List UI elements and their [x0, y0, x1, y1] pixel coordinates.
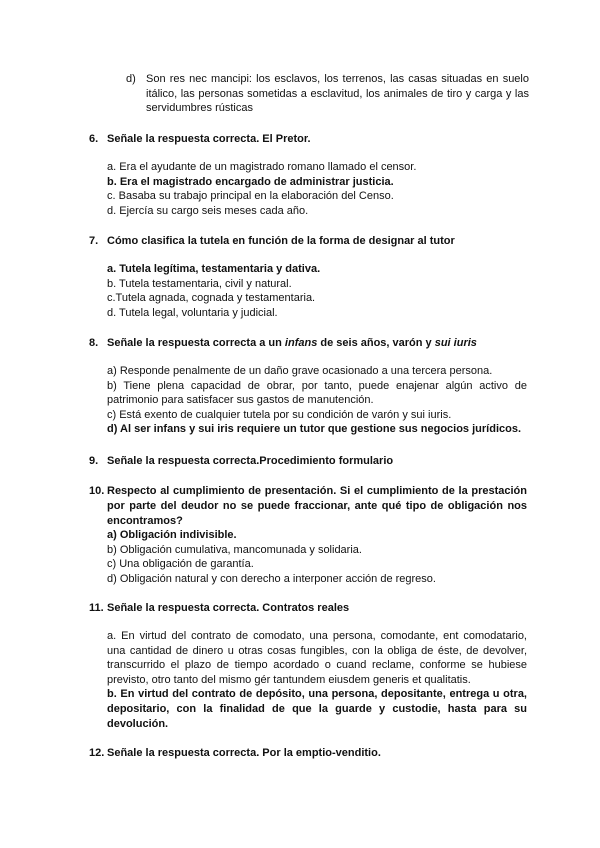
- answer-d: d. Ejercía su cargo seis meses cada año.: [107, 204, 309, 217]
- question-text: Señale la respuesta correcta a un infans de seis años, varón y sui iuris: [107, 337, 477, 349]
- list-item-text: Son res nec mancipi: los esclavos, los terrenos, las casas situadas en suelo itálico, las personas sometidas a esclavitud, los animales de tiro y carga y las servidumbres rústicas: [146, 73, 529, 115]
- question-text: Señale la respuesta correcta. Por la emptio-venditio.: [107, 747, 381, 759]
- question-number: 9.: [89, 455, 99, 467]
- answer-b: b) Obligación cumulativa, mancomunada y solidaria.: [107, 543, 362, 556]
- answers-7: [107, 262, 527, 320]
- question-number: 12.: [89, 747, 105, 759]
- list-item-label: d): [126, 73, 136, 85]
- answer-b-correct: b. Era el magistrado encargado de administrar justicia.: [107, 175, 394, 188]
- question-text: Señale la respuesta correcta.Procedimiento formulario: [107, 455, 394, 467]
- answer-d-correct: d) Al ser infans y sui iris requiere un tutor que gestione sus negocios jurídicos.: [107, 423, 522, 436]
- question-number: 6.: [89, 133, 99, 145]
- answers-8: [107, 364, 527, 437]
- italic-term: sui iuris: [434, 337, 477, 349]
- question-text: Señale la respuesta correcta. El Pretor.: [107, 133, 311, 145]
- question-number: 11.: [89, 602, 104, 614]
- question-text: Señale la respuesta correcta. Contratos reales: [107, 602, 350, 614]
- question-number: 8.: [89, 337, 99, 349]
- answer-a: a. Era el ayudante de un magistrado romano llamado el censor.: [107, 161, 417, 173]
- answers-10: [107, 528, 527, 586]
- answer-c: c) Una obligación de garantía.: [107, 558, 254, 571]
- question-number: 7.: [89, 235, 99, 247]
- answer-b-correct: b. En virtud del contrato de depósito, una persona, depositante, entrega u otra, depositario, con la finalidad de que la guarde y custodie, hasta para su devolución.: [107, 688, 527, 730]
- answer-c: c) Está exento de cualquier tutela por su condición de varón y sui iuris.: [107, 408, 452, 421]
- answers-6: [107, 160, 527, 218]
- answer-a: a) Responde penalmente de un daño grave ocasionado a una tercera persona.: [107, 365, 493, 377]
- answer-a: a. En virtud del contrato de comodato, una persona, comodante, ent comodatario, una cantidad de dinero u otras cosas fungibles, con la obliga de éste, de devolver, transcurrido el plazo de tiempo acordado o cuand reclame, conforme se hubiese previsto, otro tanto del mismo gér tantundem eiusdem generis et qualitatis.: [107, 630, 527, 686]
- answer-d: d. Tutela legal, voluntaria y judicial.: [107, 306, 278, 319]
- answer-d: d) Obligación natural y con derecho a interponer acción de regreso.: [107, 572, 436, 585]
- answer-c: c. Basaba su trabajo principal en la elaboración del Censo.: [107, 190, 394, 203]
- answers-11: [107, 629, 527, 731]
- answer-a-correct: a. Tutela legítima, testamentaria y dativa.: [107, 263, 321, 275]
- answer-c: c.Tutela agnada, cognada y testamentaria.: [107, 292, 316, 305]
- answer-b: b) Tiene plena capacidad de obrar, por tanto, puede enajenar algún activo de patrimonio para satisfacer sus gastos de manutención.: [107, 379, 527, 407]
- question-text: Cómo clasifica la tutela en función de la forma de designar al tutor: [107, 235, 455, 247]
- italic-term: infans: [284, 337, 318, 349]
- question-text: Respecto al cumplimiento de presentación. Si el cumplimiento de la prestación por parte del deudor no se puede fraccionar, ante qué tipo de obligación nos encontramos?: [107, 485, 527, 527]
- question-number: 10.: [89, 485, 105, 497]
- answer-b: b. Tutela testamentaria, civil y natural.: [107, 277, 292, 290]
- answer-a-correct: a) Obligación indivisible.: [107, 529, 237, 541]
